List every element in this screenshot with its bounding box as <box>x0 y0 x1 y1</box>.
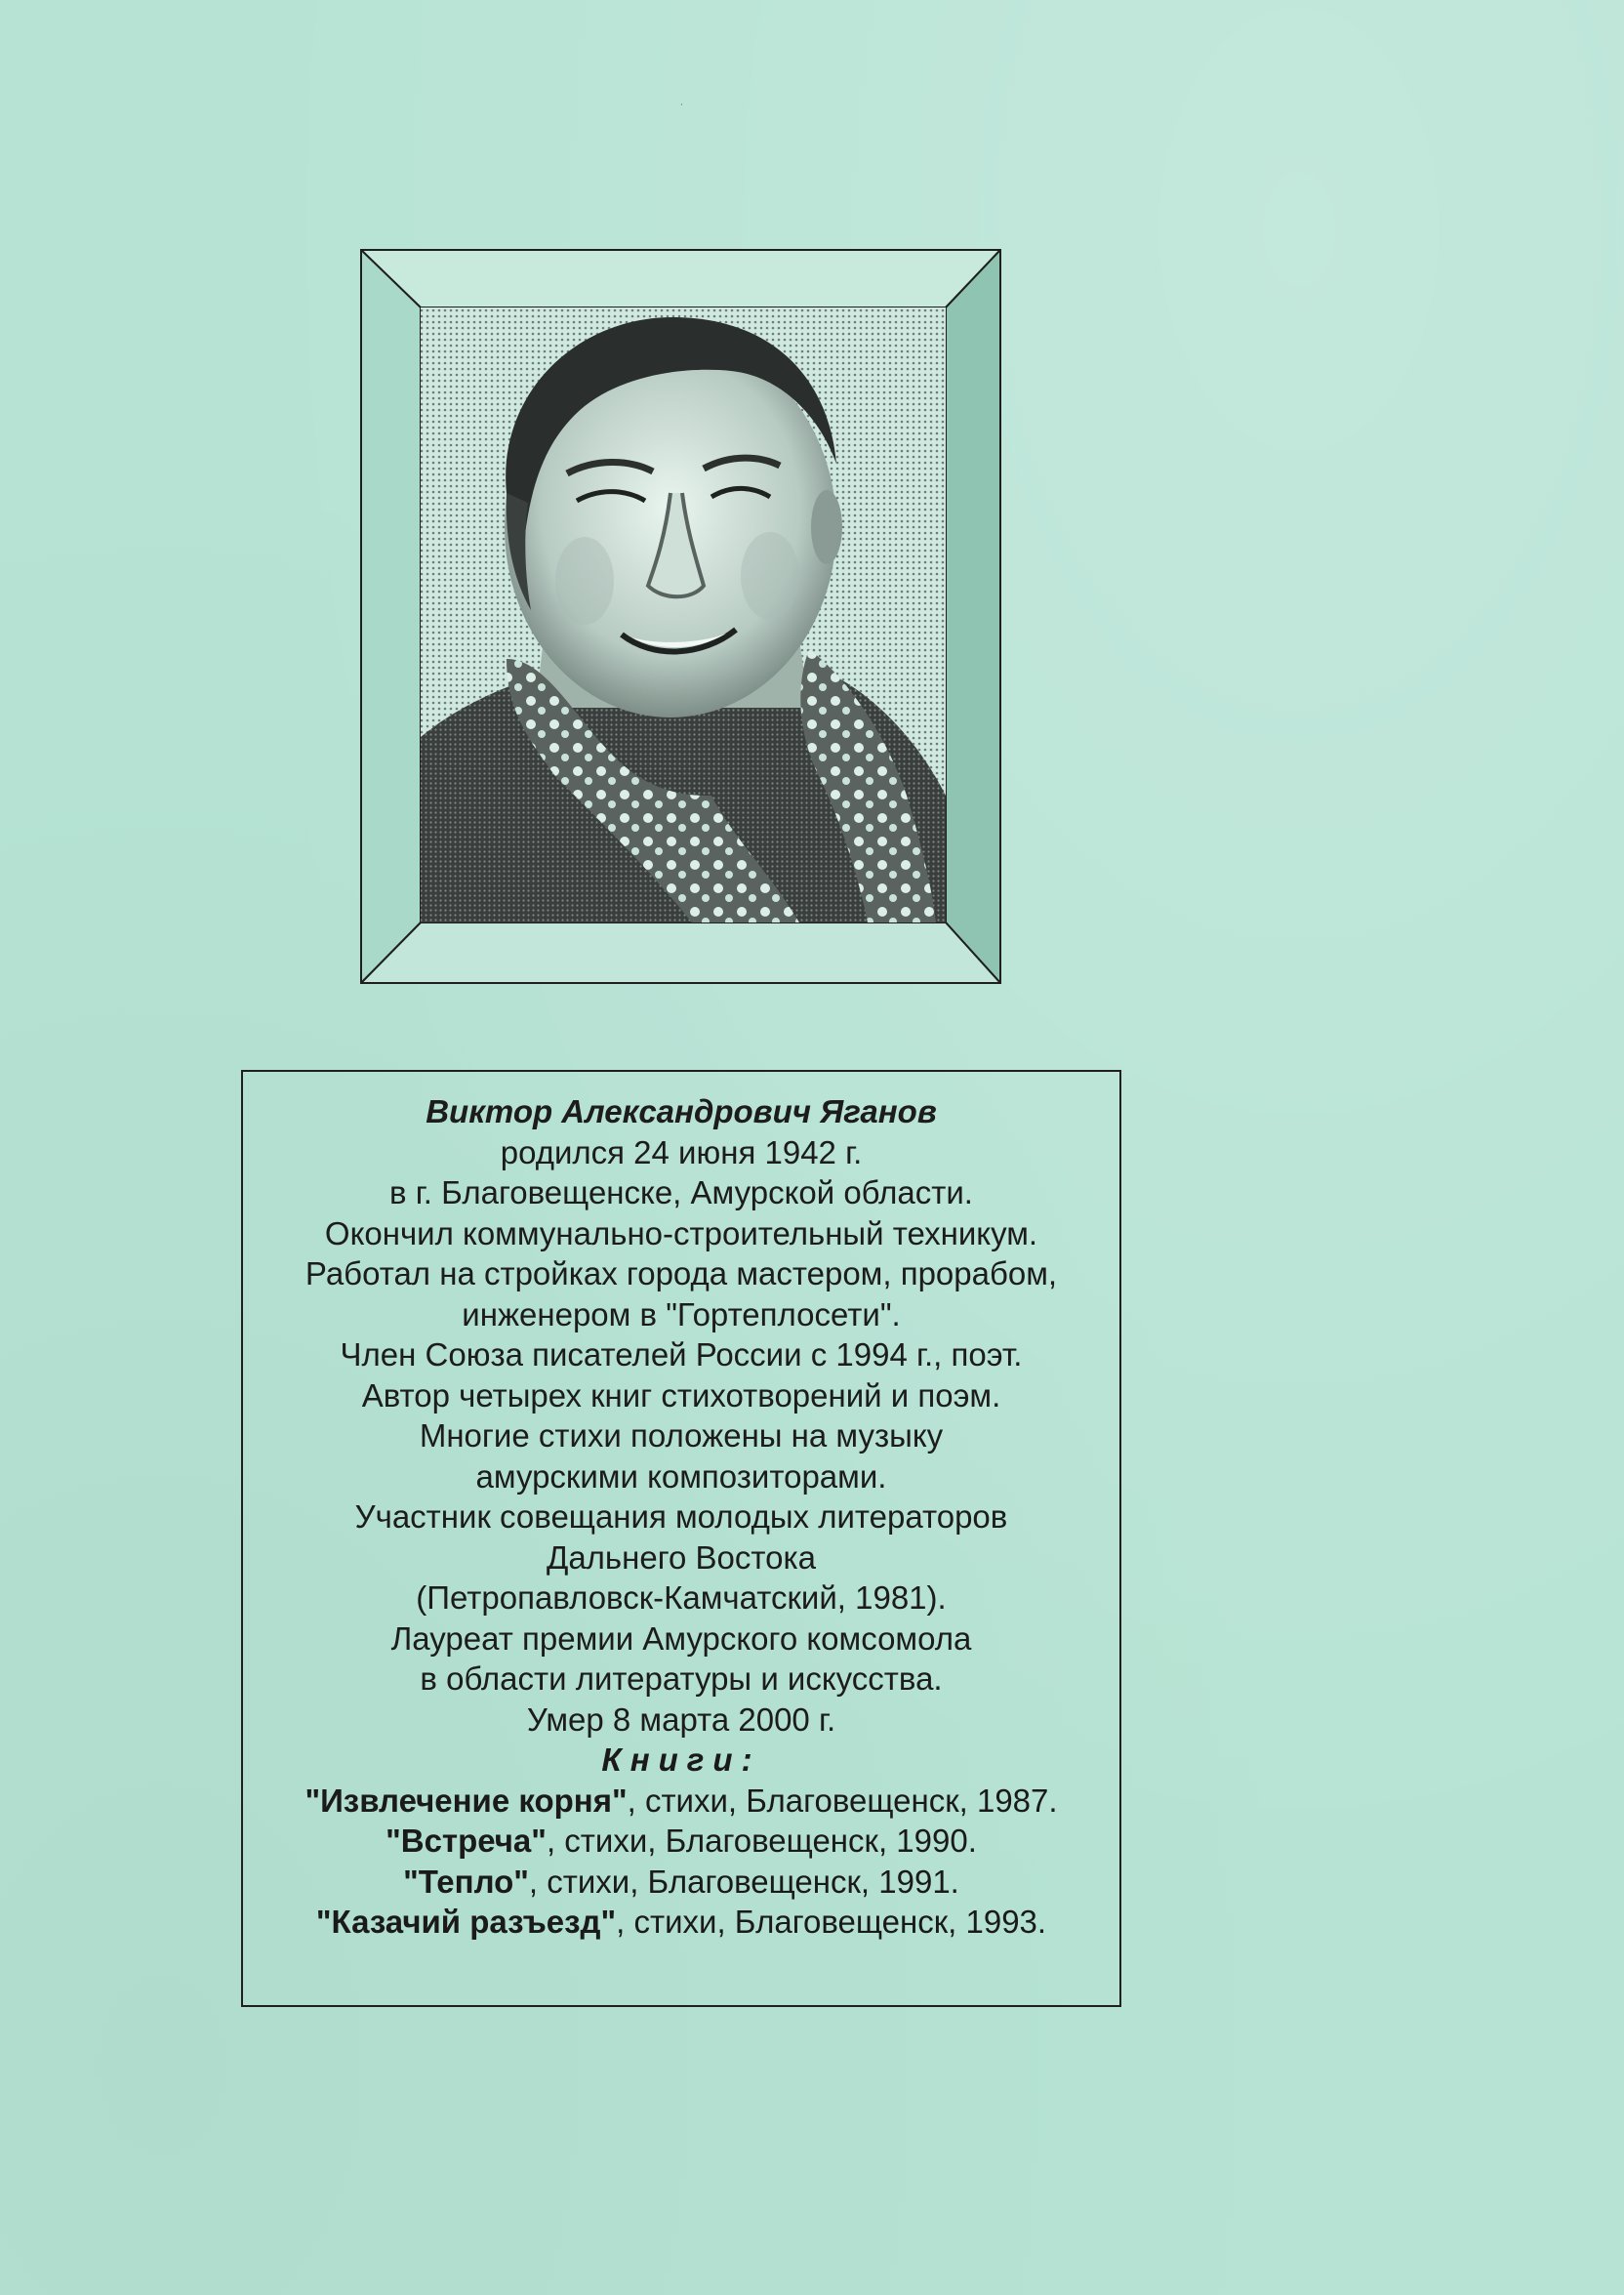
portrait-frame <box>360 249 1001 984</box>
bio-line: амурскими композиторами. <box>475 1457 887 1495</box>
bio-line: родился 24 июня 1942 г. <box>500 1133 863 1170</box>
book-details: , стихи, Благовещенск, 1990. <box>546 1823 977 1859</box>
bio-line: Умер 8 марта 2000 г. <box>526 1701 836 1738</box>
bio-line: в г. Благовещенске, Амурской области. <box>389 1174 973 1210</box>
book-title: "Тепло" <box>403 1863 529 1900</box>
biography-box <box>241 1070 1121 2007</box>
author-name: Виктор Александрович Яганов <box>426 1093 937 1129</box>
portrait-svg <box>360 249 1001 984</box>
book-details: , стихи, Благовещенск, 1987. <box>627 1782 1058 1819</box>
frame-bevel-right <box>946 250 1000 983</box>
bio-line: Автор четырех книг стихотворений и поэм. <box>361 1376 1001 1414</box>
bio-line: инженером в "Гортеплосети". <box>462 1295 901 1332</box>
book-entry <box>243 1862 1119 1903</box>
frame-bevel-left <box>361 250 421 983</box>
books-heading: Книги: <box>601 1742 761 1778</box>
bio-line: Многие стихи положены на музыку <box>419 1417 944 1454</box>
portrait-photo <box>421 307 946 922</box>
bio-line: Член Союза писателей России с 1994 г., поэт. <box>340 1336 1023 1373</box>
bio-line: Окончил коммунально-строительный техникум. <box>324 1214 1038 1251</box>
book-title: "Казачий разъезд" <box>315 1904 617 1940</box>
frame-bevel-bottom <box>361 922 1000 983</box>
book-entry <box>243 1821 1119 1862</box>
book-title: "Извлечение корня" <box>304 1782 628 1819</box>
book-entry <box>243 1902 1119 1943</box>
bio-line: Участник совещания молодых литераторов <box>354 1498 1008 1535</box>
bio-line: Работал на стройках города мастером, прорабом, <box>304 1255 1058 1291</box>
frame-bevel-top <box>361 250 1000 307</box>
book-details: , стихи, Благовещенск, 1991. <box>528 1863 959 1900</box>
bio-line: Лауреат премии Амурского комсомола <box>390 1619 972 1657</box>
bio-line: Дальнего Востока <box>546 1538 817 1576</box>
book-title: "Встреча" <box>386 1823 547 1859</box>
book-details: , стихи, Благовещенск, 1993. <box>616 1904 1047 1940</box>
book-entry <box>243 1781 1119 1822</box>
bio-line: (Петропавловск-Камчатский, 1981). <box>416 1579 947 1616</box>
bio-line: в области литературы и искусства. <box>420 1660 943 1697</box>
print-speck: ˙ <box>680 102 684 115</box>
